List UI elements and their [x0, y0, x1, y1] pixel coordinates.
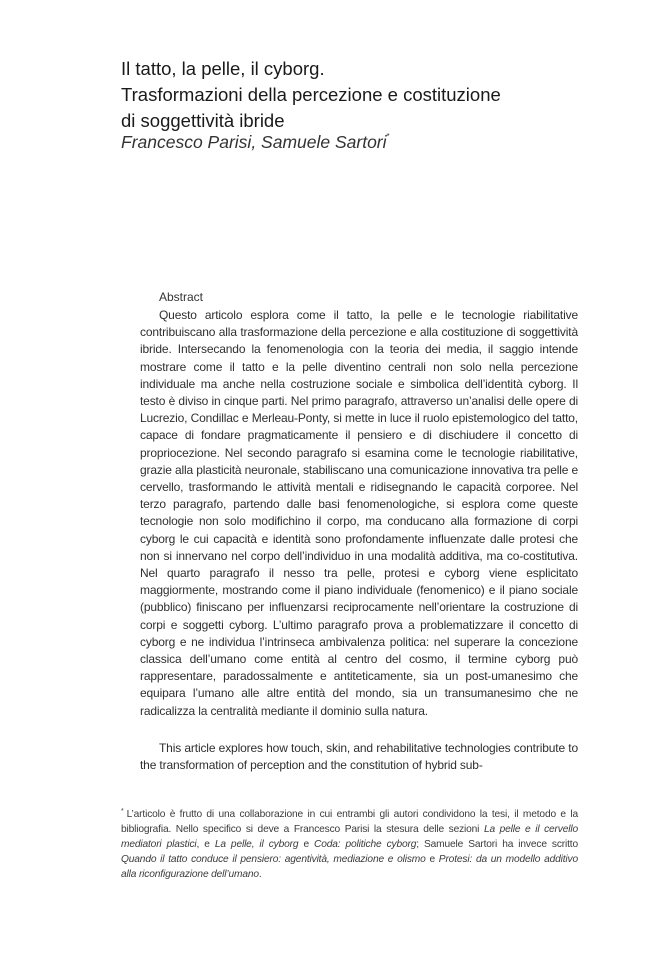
footnote: [121, 804, 578, 882]
footnote-end: .: [258, 869, 262, 880]
article-authors: [121, 132, 390, 153]
footnote-sep-2: e: [298, 839, 315, 850]
article-title: [121, 56, 601, 134]
footnote-sep-3: e: [425, 854, 439, 865]
authors-footnote-mark: *: [386, 132, 390, 141]
abstract-english: This article explores how touch, skin, and rehabilitative technologies contribute to the transformation of perception and the constitution of hybrid sub-: [140, 741, 578, 773]
footnote-section-1: La pelle e il cervello mediatori plastici: [121, 824, 578, 850]
footnote-section-3: Coda: politiche cyborg: [314, 839, 417, 850]
abstract-italian: Questo articolo esplora come il tatto, la pelle e le tecnologie riabilitative contribuiscano alla trasformazione della percezione e alla costituzione di soggettività ibride. Intersecando la fenomenologia con la teoria dei media, il saggio intende mostrare come il tatto e la pelle diventino centrali non solo nella percezione individuale ma anche nella costruzione sociale e simbolica dell’identità cyborg. Il testo è diviso in cinque parti. Nel primo paragrafo, attraverso un’analisi delle opere di Lucrezio, Condillac e Merleau-Ponty, si mette in luce il ruolo epistemologico del tatto, capace di fondare pragmaticamente il pensiero e di dischiudere il concetto di propriocezione. Nel secondo paragrafo si esamina come le tecnologie riabilitative, grazie alla plasticità neuronale, stabiliscano una comunicazione innovativa tra pelle e cervello, trasformando le attività mentali e ridisegnando le capacità corporee. Nel terzo paragrafo, partendo dalle basi fenomenologiche, si esplora come queste tecnologie non solo modifichino il corpo, ma conducano alla formazione di corpi cyborg le cui capacità e identità sono profondamente influenzate dalle protesi che non si innervano nel corpo dell’individuo in una modalità additiva, ma co-costitutiva. Nel quarto paragrafo il nesso tra pelle, protesi e cyborg viene esplicitato maggiormente, mostrando come il piano individuale (fenomenico) e il piano sociale (pubblico) finiscano per influenzarsi reciprocamente nell’orientare la costruzione di corpi e soggetti cyborg. L’ultimo paragrafo prova a problematizzare il concetto di cyborg e ne individua l’intrinseca ambivalenza politica: nel superare la concezione classica dell’umano come entità al centro del cosmo, il termine cyborg può rappresentare, paradossalmente e antiteticamente, sia un post-umanesimo che equipara l’umano alle altre entità del mondo, sia un transumanesimo che ne radicalizza la centralità mediante il dominio sulla natura.: [140, 308, 578, 718]
footnote-mark: *: [121, 808, 124, 815]
footnote-text-2: ; Samuele Sartori ha invece scritto: [416, 839, 578, 850]
title-line-1: Il tatto, la pelle, il cyborg.: [121, 58, 325, 79]
footnote-section-4: Quando il tatto conduce il pensiero: agentività, mediazione e olismo: [121, 854, 426, 865]
footnote-sep-1: , e: [196, 839, 215, 850]
abstract-heading: Abstract: [159, 290, 204, 304]
title-line-2: Trasformazioni della percezione e costituzione: [121, 84, 501, 105]
title-line-3: di soggettività ibride: [121, 110, 285, 131]
footnote-text-1: L’articolo è frutto di una collaborazione in cui entrambi gli autori condividono la tesi, il metodo e la bibliografia. Nello specifico si deve a Francesco Parisi la stesura delle sezioni: [121, 809, 578, 835]
authors-names: Francesco Parisi, Samuele Sartori: [121, 132, 387, 152]
footnote-section-2: La pelle, il cyborg: [214, 839, 299, 850]
footnote-section-5: Protesi: da un modello additivo alla riconfigurazione dell’umano: [121, 854, 578, 880]
